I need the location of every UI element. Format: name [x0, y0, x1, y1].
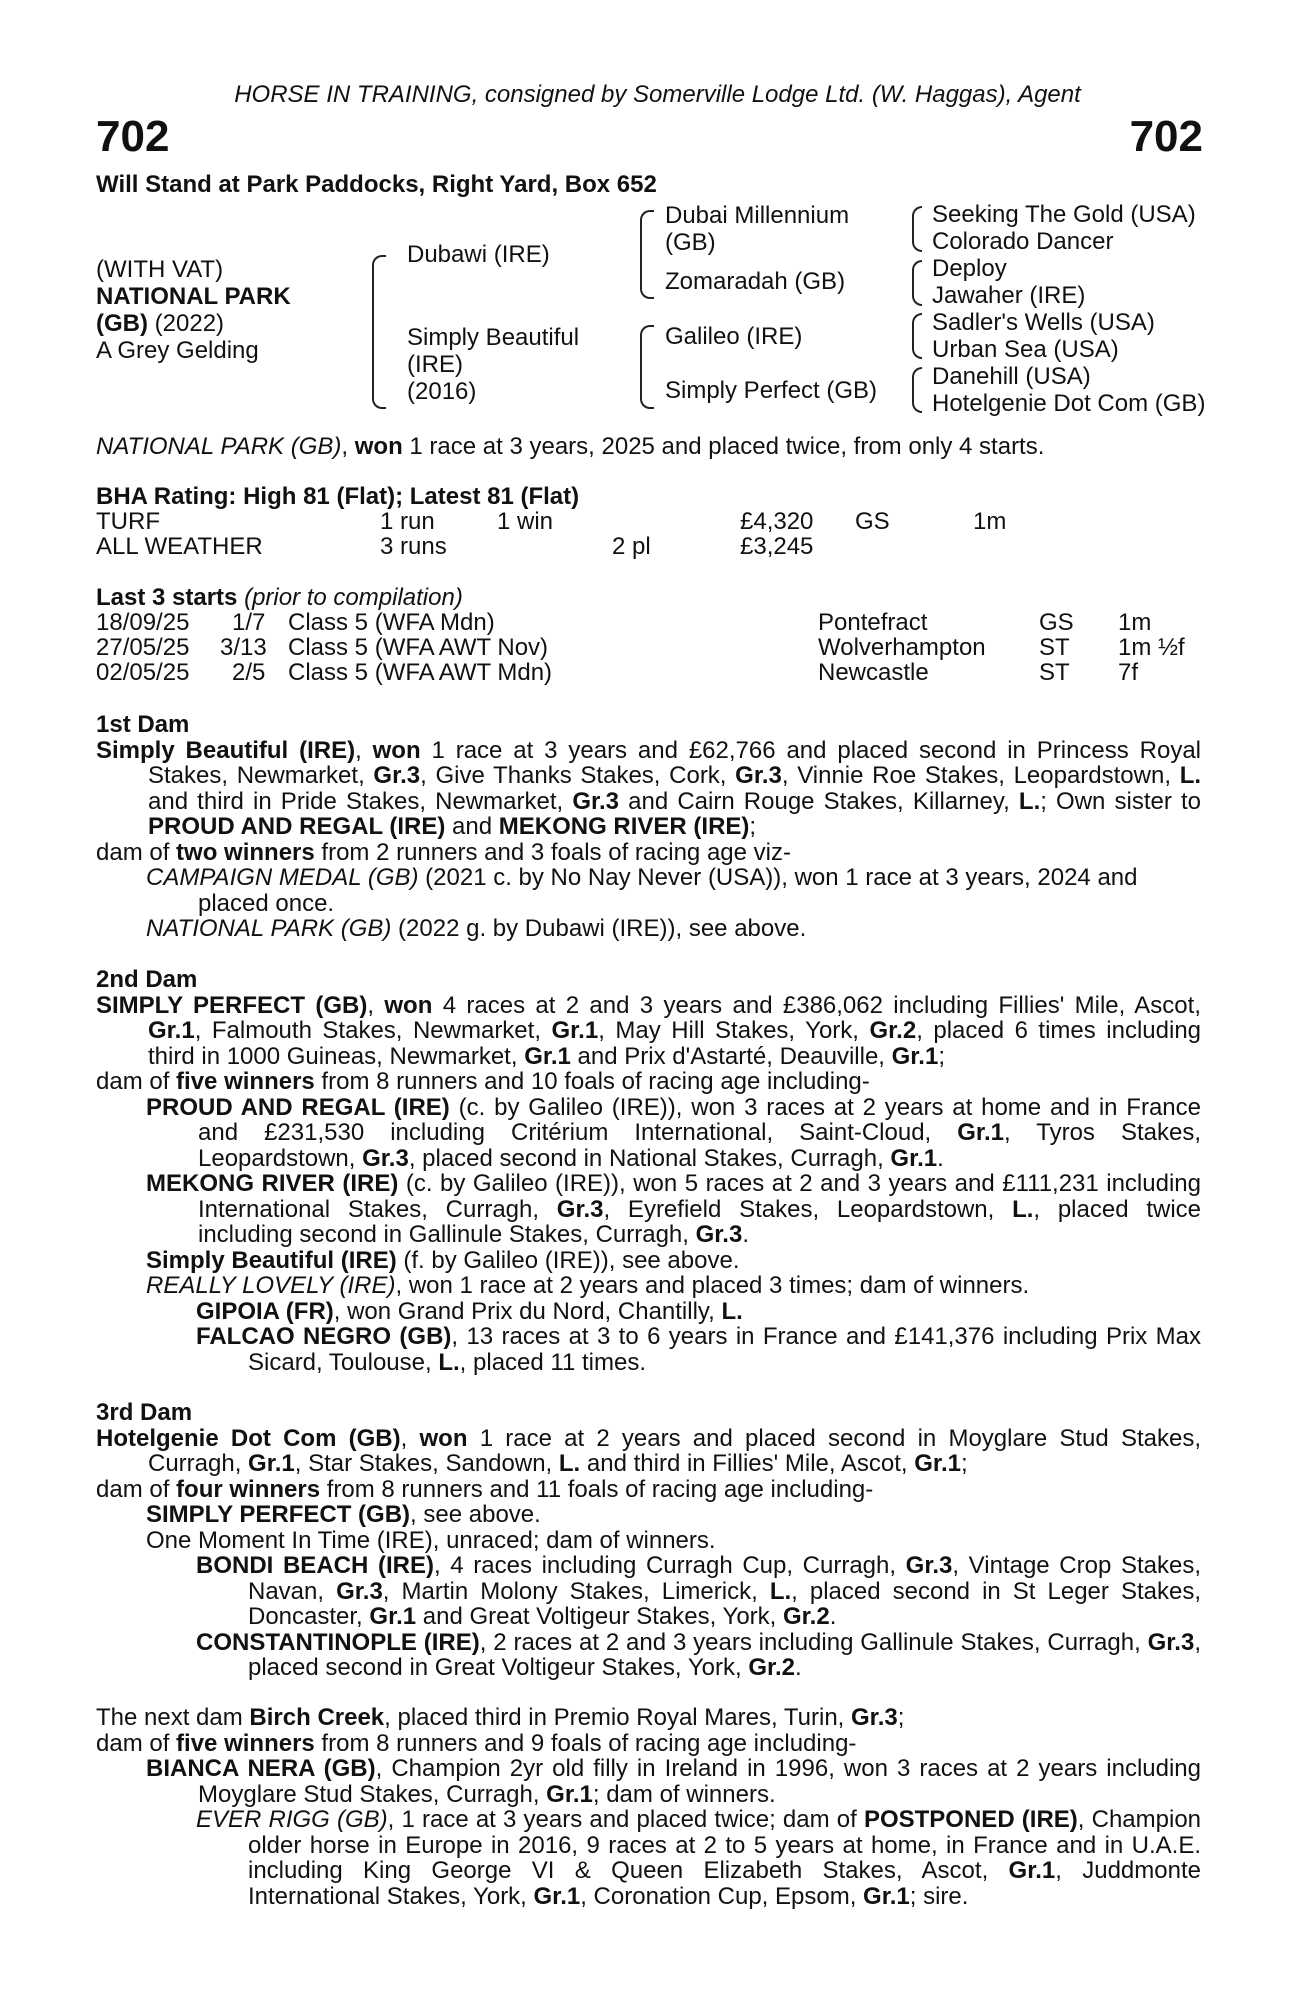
third-dam-section — [96, 1400, 1201, 1681]
bold-text-run: Gr.2 — [783, 1603, 830, 1630]
bold-text-run: Birch Creek — [249, 1704, 385, 1731]
first-dam-produce-summary — [96, 840, 1201, 866]
third-dam-grandproduce-2 — [96, 1630, 1201, 1681]
bold-text-run: Gr.2 — [748, 1654, 796, 1681]
rating-aw-prize: £3,245 — [740, 533, 814, 560]
bold-text-run: Gr.3 — [1147, 1628, 1195, 1656]
third-dam-record: Hotelgenie Dot Com (GB), won 1 race at 2 years and placed second in Moyglare Stud Stakes, Curragh, Gr.1, Star Stakes, Sandown, L. and third in Fillies' Mile, Ascot, Gr.1; — [96, 1424, 1201, 1477]
bold-text-run: Gr.1 — [863, 1882, 910, 1910]
bold-text-run: L. — [558, 1450, 581, 1477]
third-dam-produce-1 — [96, 1502, 1201, 1528]
text-run: . — [937, 1144, 944, 1172]
text-run: , Juddmonte International Stakes, York, — [248, 1857, 1201, 1910]
dam-name: Simply Beautiful — [407, 324, 580, 351]
sire-sire-name: Dubai Millennium — [665, 202, 850, 229]
ancestor-4: Jawaher (IRE) — [932, 282, 1086, 309]
start-3-race: Class 5 (WFA AWT Mdn) — [288, 659, 553, 686]
text-run: , Eyrefield Stakes, Leopardstown, — [603, 1195, 1013, 1223]
rating-turf-runs: 1 run — [380, 508, 435, 535]
second-dam-grandproduce-1 — [96, 1299, 1201, 1325]
third-dam-produce-2: One Moment In Time (IRE), unraced; dam of winners. — [146, 1526, 716, 1554]
text-run: ; — [938, 1042, 945, 1070]
text-run: , placed 6 times including third in 1000 Guineas, Newmarket, — [148, 1017, 1202, 1070]
rating-turf-surface: TURF — [96, 508, 160, 535]
first-dam-section — [96, 712, 1201, 942]
start-2-going: ST — [1039, 634, 1070, 661]
bold-text-run: SIMPLY PERFECT (GB) — [146, 1501, 411, 1528]
bold-text-run: BONDI BEACH (IRE) — [196, 1552, 434, 1579]
text-run: , Give Thanks Stakes, Cork, — [420, 762, 736, 789]
stand-location: Will Stand at Park Paddocks, Right Yard, Box 652 — [96, 171, 657, 198]
bold-text-run: L. — [1179, 762, 1202, 789]
text-run: , Coronation Cup, Epsom, — [580, 1882, 864, 1910]
bold-text-run: Gr.2 — [869, 1017, 917, 1044]
ancestor-3: Deploy — [932, 255, 1007, 282]
horse-year: (2022) — [154, 310, 225, 337]
last-starts-heading — [96, 585, 463, 611]
bold-text-run: PROUD AND REGAL (IRE) — [148, 813, 446, 840]
second-dam-produce-3 — [96, 1248, 1201, 1274]
text-run: , see above. — [410, 1501, 541, 1528]
italic-text-run: NATIONAL PARK (GB) — [146, 915, 392, 942]
summary-text: 1 race at 3 years, 2025 and placed twice, from only 4 starts. — [402, 433, 1045, 460]
bold-text-run: five winners — [176, 1068, 315, 1095]
rating-turf-wins: 1 win — [497, 508, 554, 535]
bold-text-run: L. — [721, 1297, 743, 1325]
sire-sire-country: (GB) — [665, 229, 716, 256]
last-starts-note: (prior to compilation) — [244, 584, 463, 611]
rating-turf-dist: 1m — [973, 508, 1007, 535]
dam-country: (IRE) — [407, 351, 463, 378]
text-run: , placed twice including second in Gallinule Stakes, Curragh, — [198, 1195, 1201, 1248]
text-run: , 13 races at 3 to 6 years in France and £141,376 including Prix Max Sicard, Toulouse, — [248, 1323, 1201, 1376]
brace-g1 — [912, 206, 922, 252]
first-dam-produce-1 — [96, 865, 1201, 916]
text-run: (f. by Galileo (IRE)), see above. — [396, 1246, 740, 1274]
rating-aw-runs: 3 runs — [380, 533, 447, 560]
catalogue-header: HORSE IN TRAINING, consigned by Somerville Lodge Ltd. (W. Haggas), Agent — [234, 81, 1081, 108]
bold-text-run: Gr.1 — [148, 1017, 195, 1044]
third-dam-grandproduce-1 — [96, 1553, 1201, 1630]
second-dam-produce-4 — [96, 1273, 1201, 1299]
start-2-pos: 3/13 — [220, 634, 267, 661]
text-run: , 1 race at 3 years and placed twice; dam of — [387, 1806, 864, 1833]
third-dam-produce-summary — [96, 1477, 1201, 1503]
bold-text-run: Gr.3 — [336, 1577, 383, 1605]
sire-dam: Zomaradah (GB) — [665, 268, 846, 295]
bold-text-run: Gr.1 — [890, 1144, 938, 1172]
text-run: and Prix d'Astarté, Deauville, — [570, 1042, 892, 1070]
bold-text-run: five winners — [176, 1729, 315, 1757]
bold-text-run: Gr.3 — [905, 1552, 953, 1579]
text-run: , placed 11 times. — [459, 1348, 646, 1376]
bold-text-run: Gr.3 — [695, 1221, 743, 1248]
ancestor-7: Danehill (USA) — [932, 363, 1091, 390]
text-run: (c. by Galileo (IRE)), won 3 races at 2 years at home and in France and £231,530 including Critérium International, Saint-Cloud, — [198, 1093, 1202, 1146]
next-dam-record — [96, 1705, 1201, 1731]
bold-text-run: Simply Beautiful (IRE) — [146, 1246, 397, 1274]
bold-text-run: L. — [438, 1348, 460, 1376]
text-run: from 2 runners and 3 foals of racing age viz- — [314, 838, 791, 866]
bold-text-run: Gr.1 — [533, 1882, 581, 1910]
bold-text-run: won — [384, 991, 433, 1019]
horse-country: (GB) — [96, 310, 148, 337]
third-dam-heading: 3rd Dam — [96, 1399, 193, 1426]
bold-text-run: won — [372, 736, 421, 764]
bold-text-run: GIPOIA (FR) — [196, 1297, 334, 1325]
bold-text-run: FALCAO NEGRO (GB) — [196, 1323, 452, 1350]
text-run: , Vintage Crop Stakes, Navan, — [248, 1552, 1201, 1605]
lot-number-right: 702 — [1129, 112, 1203, 161]
bold-text-run: Gr.1 — [551, 1017, 599, 1044]
text-run: dam of — [96, 838, 177, 866]
text-run: , Falmouth Stakes, Newmarket, — [194, 1017, 552, 1044]
text-run: dam of — [96, 1068, 177, 1095]
text-run: , May Hill Stakes, York, — [598, 1017, 870, 1044]
bold-text-run: Hotelgenie Dot Com (GB) — [96, 1424, 401, 1452]
text-run: , 4 races including Curragh Cup, Curragh, — [433, 1552, 906, 1579]
text-run: , Star Stakes, Sandown, — [294, 1450, 559, 1477]
start-1-course: Pontefract — [818, 609, 928, 636]
text-run: , Martin Molony Stakes, Limerick, — [382, 1577, 770, 1605]
bold-text-run: Gr.1 — [524, 1042, 571, 1070]
start-2-dist: 1m ½f — [1118, 634, 1185, 661]
horse-name: NATIONAL PARK — [96, 283, 291, 310]
bold-text-run: Gr.1 — [914, 1450, 961, 1477]
text-run: 1 race at 3 years and £62,766 and placed second in Princess Royal Stakes, Newmarket, — [148, 736, 1202, 789]
text-run: and Cairn Rouge Stakes, Killarney, — [619, 787, 1019, 815]
bold-text-run: SIMPLY PERFECT (GB) — [96, 991, 368, 1019]
second-dam-produce-2 — [96, 1171, 1201, 1248]
text-run: from 8 runners and 11 foals of racing age including- — [320, 1475, 874, 1503]
start-3-pos: 2/5 — [232, 659, 266, 686]
bold-text-run: L. — [769, 1577, 792, 1605]
brace-g3 — [912, 313, 922, 359]
race-summary: NATIONAL PARK (GB), won 1 race at 3 years, 2025 and placed twice, from only 4 starts. — [96, 433, 1045, 460]
bold-text-run: Gr.1 — [369, 1603, 417, 1630]
text-run: dam of — [96, 1729, 177, 1757]
text-run: The next dam — [96, 1704, 250, 1731]
start-3-date: 02/05/25 — [96, 659, 190, 686]
text-run: (c. by Galileo (IRE)), won 5 races at 2 and 3 years and £111,231 including International Stakes, Curragh, — [198, 1170, 1201, 1223]
rating-aw-surface: ALL WEATHER — [96, 533, 263, 560]
bold-text-run: Gr.1 — [248, 1450, 295, 1477]
lot-number-left: 702 — [96, 112, 170, 161]
bold-text-run: MEKONG RIVER (IRE) — [146, 1170, 399, 1197]
dam-dam: Simply Perfect (GB) — [665, 377, 878, 404]
text-run: , won Grand Prix du Nord, Chantilly, — [333, 1297, 722, 1325]
start-1-race: Class 5 (WFA Mdn) — [288, 609, 495, 636]
text-run: and Great Voltigeur Stakes, York, — [416, 1603, 783, 1630]
rating-turf-prize: £4,320 — [740, 508, 814, 535]
bold-text-run: Gr.3 — [572, 787, 620, 815]
rating-turf-going: GS — [855, 508, 890, 535]
bold-text-run: Gr.3 — [851, 1704, 898, 1731]
bold-text-run: PROUD AND REGAL (IRE) — [146, 1093, 450, 1121]
first-dam-record: Simply Beautiful (IRE), won 1 race at 3 years and £62,766 and placed second in Princess Royal Stakes, Newmarket, Gr.3, Give Thanks Stakes, Cork, Gr.3, Vinnie Roe Stakes, Leopardstown, L. and third in Pride Stakes, Newmarket, Gr.3 and Cairn Rouge Stakes, Killarney, L.; Own sister to PROUD AND REGAL (IRE) and MEKONG RIVER (IRE); — [96, 736, 1202, 840]
summary-horse-name: NATIONAL PARK (GB) — [96, 433, 342, 460]
brace-g2 — [912, 260, 922, 306]
vat-note: (WITH VAT) — [96, 256, 224, 283]
text-run: . — [829, 1603, 837, 1630]
first-dam-produce-2 — [96, 916, 1201, 942]
next-dam-produce-1 — [96, 1756, 1201, 1807]
dam-sire: Galileo (IRE) — [665, 323, 803, 350]
pedigree-brace-sire — [640, 210, 654, 299]
rating-aw-places: 2 pl — [612, 533, 651, 560]
text-run: , 2 races at 2 and 3 years including Gallinule Stakes, Curragh, — [479, 1628, 1148, 1656]
first-dam-heading: 1st Dam — [96, 711, 190, 738]
text-run: , placed second in National Stakes, Curragh, — [408, 1144, 891, 1172]
ancestor-6: Urban Sea (USA) — [932, 336, 1119, 363]
text-run: from 8 runners and 10 foals of racing age including- — [314, 1068, 870, 1095]
text-run: and — [445, 813, 499, 840]
second-dam-section — [96, 967, 1201, 1375]
start-2-date: 27/05/25 — [96, 634, 190, 661]
bold-text-run: Gr.1 — [546, 1780, 593, 1808]
italic-text-run: REALLY LOVELY (IRE) — [146, 1272, 396, 1299]
bold-text-run: CONSTANTINOPLE (IRE) — [196, 1628, 480, 1656]
text-run: , Champion 2yr old filly in Ireland in 1996, won 3 races at 2 years including Moyglare Stud Stakes, Curragh, — [198, 1755, 1201, 1808]
start-1-dist: 1m — [1118, 609, 1152, 636]
text-run: ; dam of winners. — [592, 1780, 776, 1808]
text-run: ; — [960, 1450, 968, 1477]
text-run: and third in Pride Stakes, Newmarket, — [148, 787, 573, 815]
text-run: (2021 c. by No Nay Never (USA)), won 1 race at 3 years, 2024 and placed once. — [198, 864, 1138, 917]
bold-text-run: L. — [1018, 787, 1041, 815]
second-dam-produce-1 — [96, 1095, 1201, 1172]
summary-won: won — [354, 433, 403, 460]
start-2-course: Wolverhampton — [818, 634, 986, 661]
text-run: , Champion older horse in Europe in 2016, 9 races at 2 to 5 years at home, in France and in U.A.E. including King George VI & Queen Elizabeth Stakes, Ascot, — [248, 1806, 1202, 1884]
text-run: , won 1 race at 2 years and placed 3 times; dam of winners. — [395, 1272, 1030, 1299]
start-3-course: Newcastle — [818, 659, 929, 686]
bold-text-run: BIANCA NERA (GB) — [146, 1755, 376, 1782]
next-dam-section — [96, 1705, 1201, 1909]
bold-text-run: Gr.3 — [373, 762, 421, 789]
bold-text-run: Gr.3 — [556, 1195, 604, 1223]
bold-text-run: Gr.1 — [891, 1042, 939, 1070]
dam — [407, 324, 579, 405]
horse-country-year — [96, 310, 291, 337]
brace-g4 — [912, 367, 922, 413]
horse-description: A Grey Gelding — [96, 337, 259, 364]
second-dam-produce-summary — [96, 1069, 1201, 1095]
text-run: , placed second in St Leger Stakes, Doncaster, — [248, 1577, 1201, 1630]
ancestor-2: Colorado Dancer — [932, 228, 1114, 255]
pedigree-brace-dam — [640, 325, 654, 409]
sire: Dubawi (IRE) — [407, 241, 550, 268]
text-run: , placed second in Great Voltigeur Stakes, York, — [248, 1628, 1201, 1681]
start-3-going: ST — [1039, 659, 1070, 686]
bold-text-run: four winners — [176, 1475, 321, 1503]
italic-text-run: EVER RIGG (GB) — [196, 1806, 388, 1833]
bold-text-run: won — [419, 1424, 468, 1452]
text-run: (2022 g. by Dubawi (IRE)), see above. — [391, 915, 807, 942]
last-starts-title: Last 3 starts — [96, 584, 238, 611]
text-run: dam of — [96, 1475, 177, 1503]
bold-text-run: L. — [1012, 1195, 1034, 1223]
second-dam-heading: 2nd Dam — [96, 966, 198, 993]
start-2-race: Class 5 (WFA AWT Nov) — [288, 634, 549, 661]
start-1-going: GS — [1039, 609, 1074, 636]
next-dam-produce-summary — [96, 1731, 1201, 1757]
bold-text-run: POSTPONED (IRE) — [863, 1806, 1078, 1833]
bold-text-run: Simply Beautiful (IRE) — [96, 736, 356, 764]
text-run: , placed third in Premio Royal Mares, Turin, — [384, 1704, 852, 1731]
granddam-line — [932, 201, 1205, 417]
text-run: ; sire. — [909, 1882, 969, 1910]
start-1-date: 18/09/25 — [96, 609, 190, 636]
start-3-dist: 7f — [1118, 659, 1139, 686]
bold-text-run: Gr.1 — [957, 1119, 1004, 1146]
pedigree-brace-main — [372, 255, 386, 409]
text-run: and third in Fillies' Mile, Ascot, — [580, 1450, 915, 1477]
bold-text-run: Gr.3 — [735, 762, 782, 789]
text-run: , Vinnie Roe Stakes, Leopardstown, — [781, 762, 1180, 789]
text-run: 4 races at 2 and 3 years and £386,062 including Fillies' Mile, Ascot, — [432, 991, 1201, 1019]
sire-sire — [665, 202, 849, 256]
second-dam-record: SIMPLY PERFECT (GB), won 4 races at 2 and 3 years and £386,062 including Fillies' Mile, Ascot, Gr.1, Falmouth Stakes, Newmarket, Gr.1, May Hill Stakes, York, Gr.2, placed 6 times including third in 1000 Guineas, Newmarket, Gr.1 and Prix d'Astarté, Deauville, Gr.1; — [96, 991, 1202, 1070]
ancestor-8: Hotelgenie Dot Com (GB) — [932, 390, 1206, 417]
start-1-pos: 1/7 — [232, 609, 266, 636]
italic-text-run: CAMPAIGN MEDAL (GB) — [146, 864, 419, 891]
bold-text-run: two winners — [176, 838, 315, 866]
horse-identity — [96, 256, 291, 364]
bha-rating: BHA Rating: High 81 (Flat); Latest 81 (Flat) — [96, 483, 580, 510]
bold-text-run: Gr.1 — [1008, 1857, 1056, 1884]
dam-year: (2016) — [407, 378, 477, 405]
bold-text-run: MEKONG RIVER (IRE) — [498, 813, 750, 840]
text-run: . — [742, 1221, 749, 1248]
text-run: ; Own sister to — [1040, 787, 1202, 815]
text-run: from 8 runners and 9 foals of racing age including- — [314, 1729, 857, 1757]
bold-text-run: Gr.3 — [362, 1144, 409, 1172]
text-run: ; — [897, 1704, 905, 1731]
text-run: 1 race at 2 years and placed second in Moyglare Stud Stakes, Curragh, — [148, 1424, 1201, 1477]
next-dam-grandproduce-1 — [96, 1807, 1201, 1909]
second-dam-grandproduce-2 — [96, 1324, 1201, 1375]
ancestor-1: Seeking The Gold (USA) — [932, 201, 1196, 228]
text-run: , Tyros Stakes, Leopardstown, — [198, 1119, 1201, 1172]
text-run: . — [795, 1654, 802, 1681]
text-run: ; — [749, 813, 757, 840]
ancestor-5: Sadler's Wells (USA) — [932, 309, 1155, 336]
